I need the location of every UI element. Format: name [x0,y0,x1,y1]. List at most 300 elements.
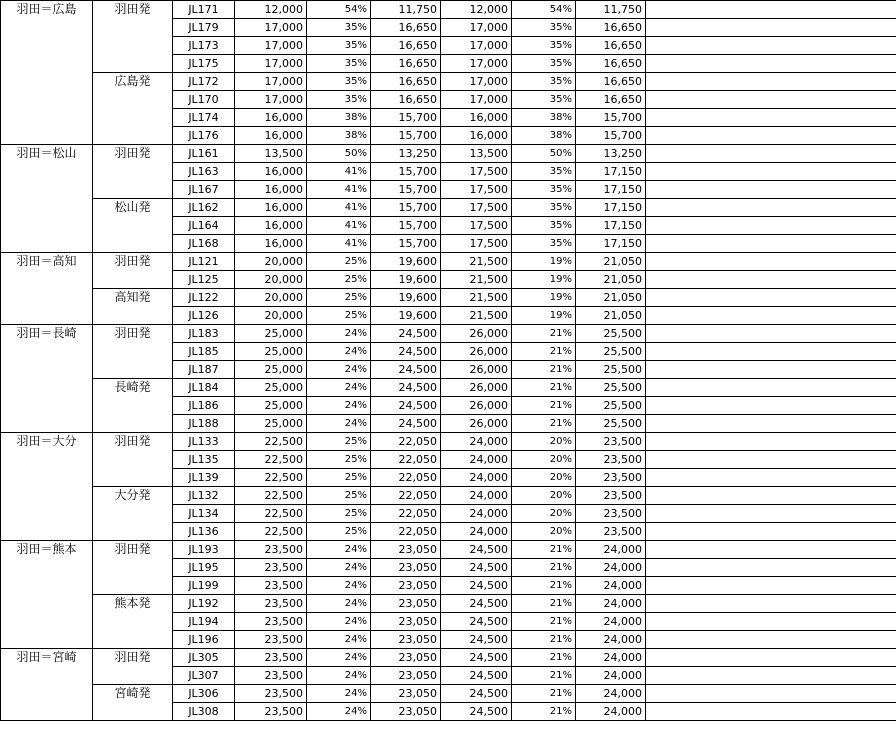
fare-b-cell: 24,500 [441,577,512,595]
fare-a-cell: 17,000 [235,19,307,37]
fare-a-cell: 23,500 [235,631,307,649]
discount-b-cell: 19% [512,289,576,307]
table-row [1,649,896,667]
discount-b-cell: 35% [512,163,576,181]
fare-a-cell: 23,500 [235,703,307,721]
net-fare-b-cell: 24,000 [576,613,646,631]
fare-b-cell: 21,500 [441,253,512,271]
net-fare-b-cell: 24,000 [576,703,646,721]
route-label: 羽田＝広島 [1,1,93,145]
discount-a-cell: 38% [307,109,371,127]
empty-cell [646,73,896,91]
net-fare-b-cell: 16,650 [576,37,646,55]
flight-number-cell: JL170 [173,91,235,109]
flight-number-cell: JL173 [173,37,235,55]
direction-label: 羽田発 [93,145,173,199]
empty-cell [646,703,896,721]
net-fare-b-cell: 21,050 [576,253,646,271]
fare-b-cell: 21,500 [441,307,512,325]
discount-b-cell: 35% [512,181,576,199]
empty-cell [646,307,896,325]
flight-number-cell: JL195 [173,559,235,577]
net-fare-b-cell: 15,700 [576,127,646,145]
net-fare-b-cell: 16,650 [576,91,646,109]
net-fare-a-cell: 11,750 [371,1,441,19]
flight-number-cell: JL167 [173,181,235,199]
discount-a-cell: 35% [307,73,371,91]
table-row [1,73,896,91]
discount-b-cell: 35% [512,199,576,217]
flight-number-cell: JL134 [173,505,235,523]
discount-a-cell: 24% [307,541,371,559]
net-fare-b-cell: 23,500 [576,523,646,541]
empty-cell [646,127,896,145]
discount-b-cell: 20% [512,505,576,523]
route-label: 羽田＝熊本 [1,541,93,649]
fare-b-cell: 24,500 [441,559,512,577]
flight-number-cell: JL161 [173,145,235,163]
discount-a-cell: 24% [307,559,371,577]
discount-b-cell: 21% [512,343,576,361]
table-row [1,199,896,217]
empty-cell [646,541,896,559]
net-fare-a-cell: 19,600 [371,253,441,271]
discount-a-cell: 41% [307,163,371,181]
table-row [1,433,896,451]
empty-cell [646,55,896,73]
net-fare-a-cell: 13,250 [371,145,441,163]
discount-b-cell: 20% [512,523,576,541]
discount-a-cell: 41% [307,217,371,235]
empty-cell [646,343,896,361]
fare-a-cell: 20,000 [235,271,307,289]
discount-b-cell: 21% [512,361,576,379]
discount-b-cell: 21% [512,703,576,721]
net-fare-b-cell: 25,500 [576,325,646,343]
fare-b-cell: 17,000 [441,73,512,91]
flight-number-cell: JL126 [173,307,235,325]
net-fare-a-cell: 23,050 [371,541,441,559]
flight-number-cell: JL196 [173,631,235,649]
discount-b-cell: 35% [512,73,576,91]
net-fare-a-cell: 16,650 [371,37,441,55]
net-fare-b-cell: 11,750 [576,1,646,19]
discount-b-cell: 35% [512,217,576,235]
direction-label: 宮崎発 [93,685,173,721]
flight-number-cell: JL193 [173,541,235,559]
fare-a-cell: 23,500 [235,541,307,559]
discount-a-cell: 25% [307,433,371,451]
discount-a-cell: 25% [307,253,371,271]
net-fare-b-cell: 25,500 [576,397,646,415]
net-fare-b-cell: 25,500 [576,343,646,361]
discount-a-cell: 24% [307,325,371,343]
net-fare-a-cell: 23,050 [371,595,441,613]
fare-b-cell: 24,500 [441,703,512,721]
flight-number-cell: JL187 [173,361,235,379]
route-label: 羽田＝高知 [1,253,93,325]
fare-b-cell: 24,000 [441,505,512,523]
flight-number-cell: JL171 [173,1,235,19]
fare-b-cell: 26,000 [441,415,512,433]
net-fare-a-cell: 22,050 [371,433,441,451]
route-label: 羽田＝長崎 [1,325,93,433]
fare-b-cell: 26,000 [441,361,512,379]
net-fare-b-cell: 17,150 [576,199,646,217]
discount-b-cell: 20% [512,487,576,505]
net-fare-b-cell: 25,500 [576,415,646,433]
net-fare-a-cell: 23,050 [371,649,441,667]
empty-cell [646,235,896,253]
discount-a-cell: 25% [307,505,371,523]
net-fare-a-cell: 23,050 [371,577,441,595]
net-fare-a-cell: 22,050 [371,487,441,505]
discount-b-cell: 50% [512,145,576,163]
empty-cell [646,613,896,631]
empty-cell [646,271,896,289]
flight-number-cell: JL175 [173,55,235,73]
fare-b-cell: 16,000 [441,127,512,145]
fare-b-cell: 24,500 [441,595,512,613]
fare-b-cell: 26,000 [441,343,512,361]
flight-number-cell: JL184 [173,379,235,397]
discount-b-cell: 21% [512,649,576,667]
empty-cell [646,37,896,55]
direction-label: 羽田発 [93,325,173,379]
discount-a-cell: 24% [307,595,371,613]
discount-a-cell: 24% [307,577,371,595]
net-fare-b-cell: 24,000 [576,559,646,577]
discount-a-cell: 24% [307,361,371,379]
fare-b-cell: 12,000 [441,1,512,19]
empty-cell [646,487,896,505]
fare-b-cell: 24,000 [441,523,512,541]
fare-b-cell: 16,000 [441,109,512,127]
empty-cell [646,181,896,199]
fare-a-cell: 23,500 [235,685,307,703]
net-fare-b-cell: 24,000 [576,577,646,595]
empty-cell [646,163,896,181]
fare-a-cell: 22,500 [235,505,307,523]
net-fare-b-cell: 17,150 [576,163,646,181]
flight-number-cell: JL172 [173,73,235,91]
direction-label: 羽田発 [93,433,173,487]
net-fare-b-cell: 23,500 [576,487,646,505]
flight-number-cell: JL305 [173,649,235,667]
empty-cell [646,397,896,415]
net-fare-a-cell: 19,600 [371,307,441,325]
fare-b-cell: 24,500 [441,649,512,667]
flight-number-cell: JL192 [173,595,235,613]
fare-b-cell: 21,500 [441,271,512,289]
net-fare-b-cell: 24,000 [576,631,646,649]
empty-cell [646,649,896,667]
net-fare-a-cell: 23,050 [371,703,441,721]
fare-a-cell: 25,000 [235,379,307,397]
empty-cell [646,667,896,685]
flight-number-cell: JL121 [173,253,235,271]
discount-a-cell: 25% [307,307,371,325]
net-fare-b-cell: 17,150 [576,181,646,199]
net-fare-b-cell: 21,050 [576,307,646,325]
direction-label: 長崎発 [93,379,173,433]
discount-b-cell: 21% [512,541,576,559]
fare-b-cell: 13,500 [441,145,512,163]
flight-number-cell: JL132 [173,487,235,505]
fare-a-cell: 25,000 [235,361,307,379]
direction-label: 羽田発 [93,253,173,289]
net-fare-a-cell: 23,050 [371,667,441,685]
net-fare-a-cell: 15,700 [371,163,441,181]
empty-cell [646,289,896,307]
empty-cell [646,433,896,451]
table-row [1,685,896,703]
discount-a-cell: 25% [307,523,371,541]
discount-b-cell: 35% [512,55,576,73]
fare-a-cell: 23,500 [235,595,307,613]
discount-b-cell: 20% [512,469,576,487]
discount-a-cell: 24% [307,397,371,415]
discount-a-cell: 25% [307,487,371,505]
fare-b-cell: 17,000 [441,55,512,73]
net-fare-b-cell: 16,650 [576,55,646,73]
fare-a-cell: 25,000 [235,343,307,361]
fare-b-cell: 21,500 [441,289,512,307]
discount-b-cell: 21% [512,397,576,415]
empty-cell [646,109,896,127]
net-fare-b-cell: 21,050 [576,271,646,289]
discount-a-cell: 41% [307,199,371,217]
flight-number-cell: JL136 [173,523,235,541]
fare-b-cell: 24,500 [441,667,512,685]
net-fare-a-cell: 22,050 [371,523,441,541]
net-fare-b-cell: 23,500 [576,469,646,487]
net-fare-a-cell: 16,650 [371,91,441,109]
net-fare-a-cell: 16,650 [371,73,441,91]
empty-cell [646,199,896,217]
table-row [1,145,896,163]
discount-a-cell: 24% [307,685,371,703]
net-fare-b-cell: 21,050 [576,289,646,307]
net-fare-b-cell: 25,500 [576,361,646,379]
fare-a-cell: 13,500 [235,145,307,163]
flight-number-cell: JL162 [173,199,235,217]
net-fare-b-cell: 25,500 [576,379,646,397]
net-fare-a-cell: 15,700 [371,199,441,217]
discount-a-cell: 24% [307,631,371,649]
flight-number-cell: JL164 [173,217,235,235]
net-fare-b-cell: 24,000 [576,595,646,613]
flight-number-cell: JL199 [173,577,235,595]
empty-cell [646,145,896,163]
net-fare-b-cell: 24,000 [576,541,646,559]
discount-b-cell: 19% [512,253,576,271]
discount-a-cell: 24% [307,613,371,631]
discount-b-cell: 38% [512,127,576,145]
flight-number-cell: JL135 [173,451,235,469]
route-label: 羽田＝大分 [1,433,93,541]
fare-a-cell: 23,500 [235,613,307,631]
net-fare-b-cell: 17,150 [576,235,646,253]
fare-a-cell: 22,500 [235,469,307,487]
discount-a-cell: 50% [307,145,371,163]
net-fare-b-cell: 16,650 [576,19,646,37]
empty-cell [646,451,896,469]
empty-cell [646,595,896,613]
net-fare-a-cell: 23,050 [371,685,441,703]
net-fare-b-cell: 16,650 [576,73,646,91]
fare-b-cell: 24,000 [441,469,512,487]
fare-a-cell: 23,500 [235,577,307,595]
direction-label: 大分発 [93,487,173,541]
net-fare-b-cell: 17,150 [576,217,646,235]
flight-number-cell: JL163 [173,163,235,181]
fare-b-cell: 17,500 [441,217,512,235]
empty-cell [646,1,896,19]
table-row [1,595,896,613]
discount-a-cell: 41% [307,235,371,253]
fare-b-cell: 17,000 [441,37,512,55]
table-row [1,253,896,271]
net-fare-a-cell: 23,050 [371,559,441,577]
net-fare-b-cell: 24,000 [576,649,646,667]
route-label: 羽田＝松山 [1,145,93,253]
fare-a-cell: 20,000 [235,253,307,271]
discount-b-cell: 35% [512,91,576,109]
empty-cell [646,325,896,343]
fare-a-cell: 16,000 [235,163,307,181]
fare-a-cell: 16,000 [235,217,307,235]
discount-a-cell: 35% [307,37,371,55]
fare-a-cell: 22,500 [235,523,307,541]
discount-a-cell: 25% [307,469,371,487]
net-fare-a-cell: 23,050 [371,631,441,649]
flight-number-cell: JL125 [173,271,235,289]
empty-cell [646,217,896,235]
discount-a-cell: 41% [307,181,371,199]
fare-a-cell: 16,000 [235,199,307,217]
fare-b-cell: 26,000 [441,397,512,415]
net-fare-a-cell: 24,500 [371,397,441,415]
net-fare-a-cell: 24,500 [371,361,441,379]
direction-label: 羽田発 [93,541,173,595]
net-fare-b-cell: 15,700 [576,109,646,127]
empty-cell [646,253,896,271]
flight-number-cell: JL194 [173,613,235,631]
empty-cell [646,415,896,433]
discount-a-cell: 24% [307,415,371,433]
discount-b-cell: 35% [512,235,576,253]
flight-number-cell: JL183 [173,325,235,343]
net-fare-a-cell: 15,700 [371,217,441,235]
empty-cell [646,505,896,523]
fare-a-cell: 17,000 [235,91,307,109]
discount-b-cell: 21% [512,577,576,595]
discount-b-cell: 21% [512,595,576,613]
fare-a-cell: 12,000 [235,1,307,19]
net-fare-b-cell: 23,500 [576,505,646,523]
discount-a-cell: 25% [307,289,371,307]
net-fare-a-cell: 24,500 [371,343,441,361]
fare-a-cell: 20,000 [235,289,307,307]
fare-a-cell: 23,500 [235,559,307,577]
fare-b-cell: 24,000 [441,433,512,451]
net-fare-a-cell: 16,650 [371,19,441,37]
discount-a-cell: 35% [307,91,371,109]
discount-a-cell: 24% [307,667,371,685]
discount-a-cell: 54% [307,1,371,19]
route-label: 羽田＝宮崎 [1,649,93,721]
flight-number-cell: JL186 [173,397,235,415]
discount-b-cell: 21% [512,613,576,631]
direction-label: 松山発 [93,199,173,253]
direction-label: 熊本発 [93,595,173,649]
net-fare-a-cell: 23,050 [371,613,441,631]
empty-cell [646,361,896,379]
discount-b-cell: 21% [512,325,576,343]
net-fare-a-cell: 16,650 [371,55,441,73]
fare-b-cell: 17,000 [441,91,512,109]
fare-b-cell: 17,500 [441,163,512,181]
flight-number-cell: JL179 [173,19,235,37]
flight-number-cell: JL306 [173,685,235,703]
fare-b-cell: 26,000 [441,379,512,397]
empty-cell [646,577,896,595]
fare-a-cell: 25,000 [235,415,307,433]
net-fare-a-cell: 22,050 [371,469,441,487]
discount-b-cell: 19% [512,307,576,325]
empty-cell [646,523,896,541]
direction-label: 羽田発 [93,1,173,73]
net-fare-a-cell: 15,700 [371,109,441,127]
net-fare-a-cell: 24,500 [371,379,441,397]
empty-cell [646,91,896,109]
discount-a-cell: 24% [307,649,371,667]
discount-a-cell: 35% [307,55,371,73]
flight-number-cell: JL133 [173,433,235,451]
fare-a-cell: 25,000 [235,325,307,343]
direction-label: 広島発 [93,73,173,145]
discount-b-cell: 35% [512,37,576,55]
discount-b-cell: 21% [512,415,576,433]
fare-a-cell: 20,000 [235,307,307,325]
discount-b-cell: 19% [512,271,576,289]
fare-a-cell: 23,500 [235,667,307,685]
net-fare-a-cell: 24,500 [371,325,441,343]
net-fare-b-cell: 24,000 [576,685,646,703]
discount-b-cell: 54% [512,1,576,19]
flight-number-cell: JL176 [173,127,235,145]
discount-a-cell: 25% [307,271,371,289]
discount-b-cell: 20% [512,433,576,451]
direction-label: 羽田発 [93,649,173,685]
net-fare-a-cell: 19,600 [371,271,441,289]
discount-b-cell: 21% [512,559,576,577]
fare-a-cell: 17,000 [235,73,307,91]
fare-b-cell: 17,000 [441,19,512,37]
fare-a-cell: 16,000 [235,181,307,199]
net-fare-a-cell: 15,700 [371,127,441,145]
discount-a-cell: 35% [307,19,371,37]
empty-cell [646,559,896,577]
net-fare-b-cell: 23,500 [576,451,646,469]
discount-a-cell: 25% [307,451,371,469]
fare-a-cell: 17,000 [235,55,307,73]
fare-a-cell: 16,000 [235,127,307,145]
discount-b-cell: 21% [512,667,576,685]
flight-number-cell: JL307 [173,667,235,685]
empty-cell [646,379,896,397]
